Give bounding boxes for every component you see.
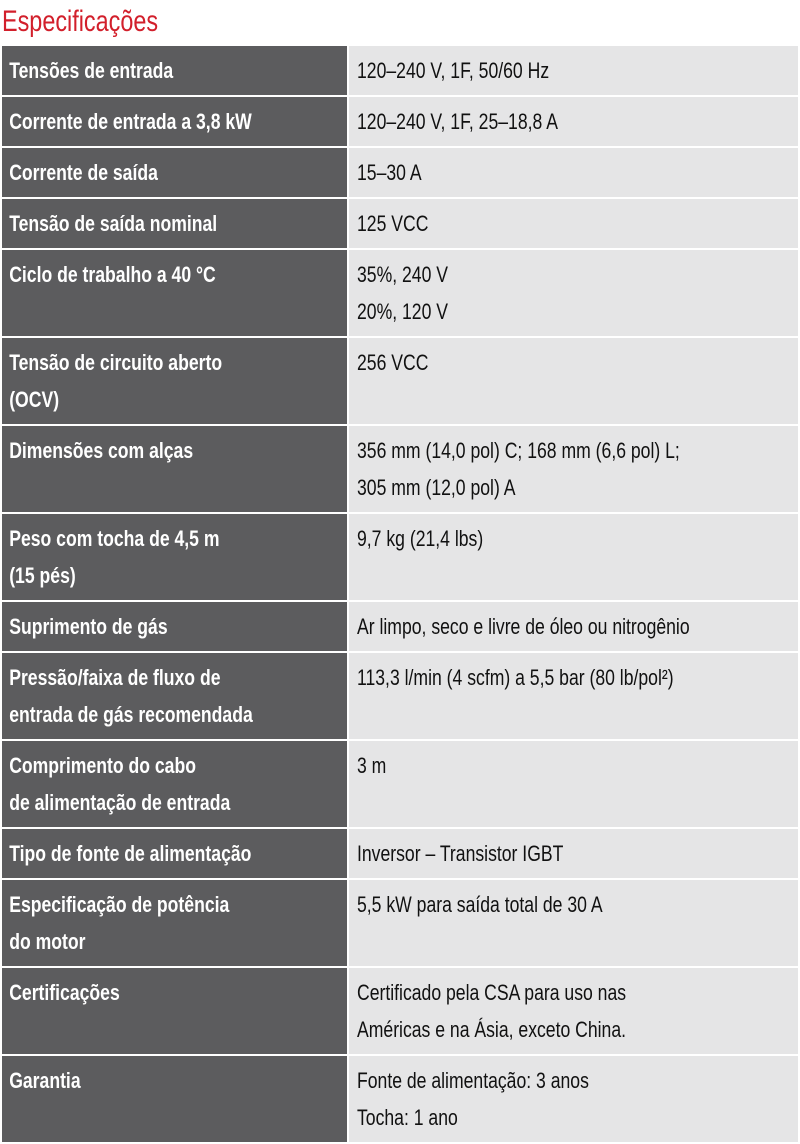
spec-label-cell <box>2 880 349 968</box>
spec-value: Certificado pela CSA para uso nas Américas e na Ásia, exceto China. <box>357 980 627 1042</box>
spec-value: 125 VCC <box>357 211 429 236</box>
spec-row <box>2 199 798 250</box>
spec-label-cell <box>2 829 349 880</box>
spec-value: 356 mm (14,0 pol) C; 168 mm (6,6 pol) L; 305 mm (12,0 pol) A <box>357 438 680 500</box>
spec-label: Pressão/faixa de fluxo de entrada de gás recomendada <box>9 665 253 727</box>
spec-label: Garantia <box>9 1068 81 1093</box>
spec-label-cell <box>2 968 349 1056</box>
spec-value: 113,3 l/min (4 scfm) a 5,5 bar (80 lb/pol²) <box>357 665 674 690</box>
spec-row <box>2 1056 798 1144</box>
spec-label-cell <box>2 602 349 653</box>
spec-value: Fonte de alimentação: 3 anos Tocha: 1 ano <box>357 1068 589 1130</box>
spec-row <box>2 148 798 199</box>
spec-value-cell <box>349 250 798 338</box>
spec-row <box>2 653 798 741</box>
spec-value-cell <box>349 968 798 1056</box>
spec-label-cell <box>2 1056 349 1144</box>
spec-label-cell <box>2 148 349 199</box>
spec-label-cell <box>2 199 349 250</box>
spec-row <box>2 338 798 426</box>
spec-row <box>2 250 798 338</box>
spec-label: Ciclo de trabalho a 40 °C <box>9 262 216 287</box>
spec-value-cell <box>349 148 798 199</box>
spec-label-cell <box>2 338 349 426</box>
spec-row <box>2 741 798 829</box>
spec-value: 3 m <box>357 753 387 778</box>
spec-row <box>2 602 798 653</box>
spec-value-cell <box>349 741 798 829</box>
spec-value-cell <box>349 1056 798 1144</box>
spec-label: Tensões de entrada <box>9 58 174 83</box>
spec-value-cell <box>349 653 798 741</box>
spec-value-cell <box>349 880 798 968</box>
spec-row <box>2 514 798 602</box>
spec-value-cell <box>349 97 798 148</box>
page-title: Especificações <box>2 5 159 38</box>
spec-label: Corrente de saída <box>9 160 158 185</box>
spec-label: Peso com tocha de 4,5 m (15 pés) <box>9 526 220 588</box>
spec-label-cell <box>2 46 349 97</box>
spec-label: Tipo de fonte de alimentação <box>9 841 252 866</box>
spec-value: 15–30 A <box>357 160 422 185</box>
spec-label-cell <box>2 514 349 602</box>
spec-label-cell <box>2 250 349 338</box>
specifications-table <box>2 46 798 1144</box>
spec-value: Inversor – Transistor IGBT <box>357 841 564 866</box>
spec-value-cell <box>349 514 798 602</box>
spec-value-cell <box>349 46 798 97</box>
spec-value: 256 VCC <box>357 350 429 375</box>
spec-label: Tensão de saída nominal <box>9 211 218 236</box>
spec-value-cell <box>349 602 798 653</box>
specifications-table-body <box>2 46 798 1144</box>
spec-row <box>2 880 798 968</box>
spec-row <box>2 968 798 1056</box>
spec-value: Ar limpo, seco e livre de óleo ou nitrogênio <box>357 614 690 639</box>
spec-value: 120–240 V, 1F, 50/60 Hz <box>357 58 550 83</box>
spec-value: 35%, 240 V 20%, 120 V <box>357 262 448 324</box>
spec-label-cell <box>2 741 349 829</box>
spec-row <box>2 97 798 148</box>
spec-value-cell <box>349 338 798 426</box>
spec-label-cell <box>2 97 349 148</box>
spec-label: Tensão de circuito aberto (OCV) <box>9 350 223 412</box>
spec-value-cell <box>349 199 798 250</box>
spec-value: 9,7 kg (21,4 lbs) <box>357 526 484 551</box>
spec-label: Suprimento de gás <box>9 614 168 639</box>
spec-label: Certificações <box>9 980 120 1005</box>
spec-value: 120–240 V, 1F, 25–18,8 A <box>357 109 558 134</box>
spec-row <box>2 426 798 514</box>
spec-value-cell <box>349 829 798 880</box>
spec-label-cell <box>2 426 349 514</box>
spec-label: Comprimento do cabo de alimentação de entrada <box>9 753 231 815</box>
spec-label: Corrente de entrada a 3,8 kW <box>9 109 252 134</box>
spec-value-cell <box>349 426 798 514</box>
spec-row <box>2 829 798 880</box>
spec-label-cell <box>2 653 349 741</box>
spec-label: Dimensões com alças <box>9 438 194 463</box>
spec-row <box>2 46 798 97</box>
spec-value: 5,5 kW para saída total de 30 A <box>357 892 603 917</box>
spec-label: Especificação de potência do motor <box>9 892 230 954</box>
